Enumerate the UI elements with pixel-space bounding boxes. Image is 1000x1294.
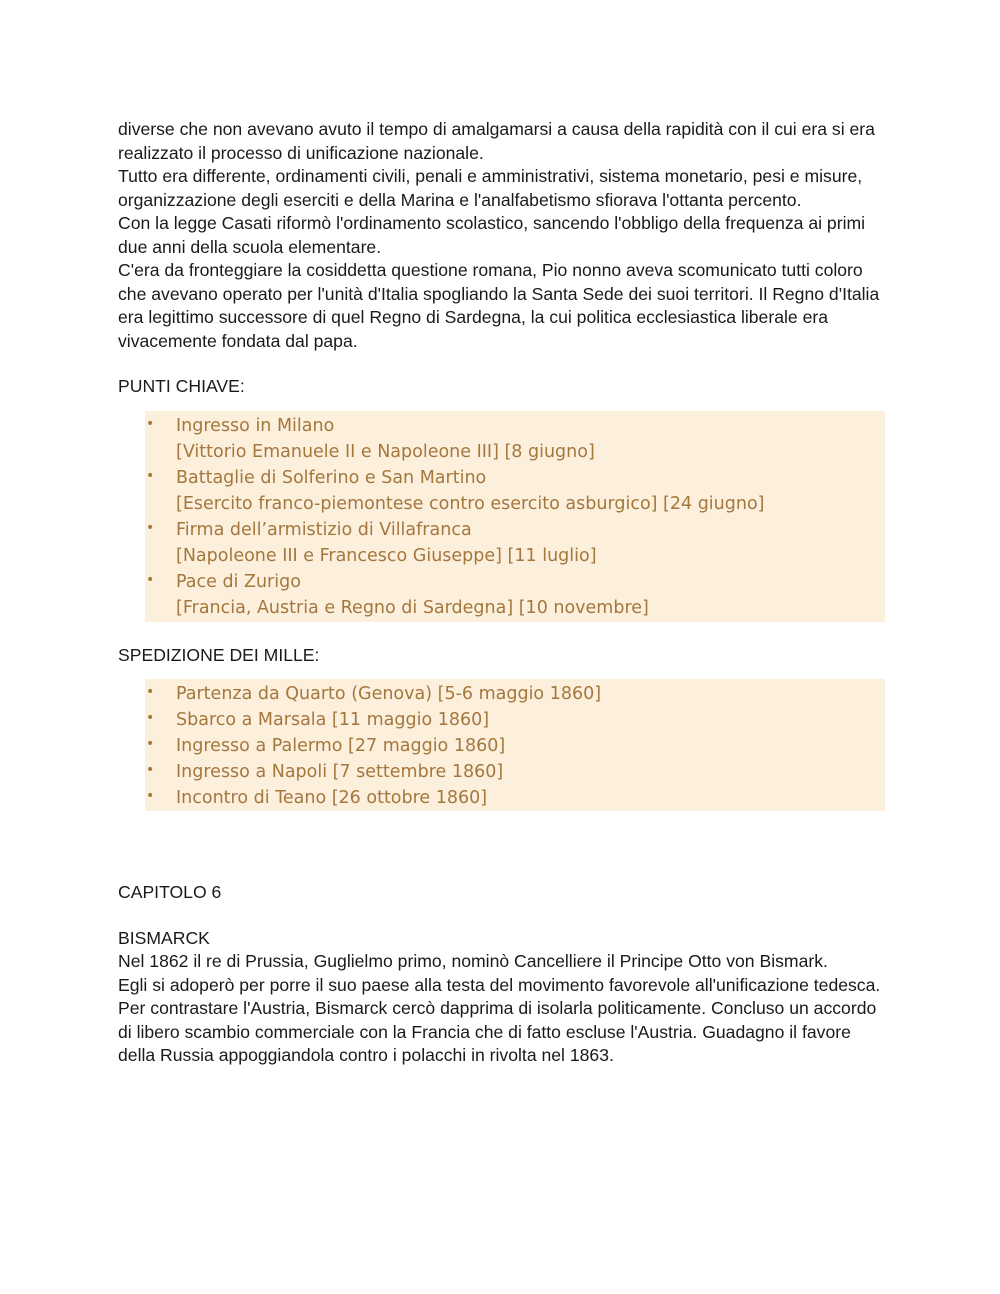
list-item <box>145 759 885 785</box>
bullet-icon: • <box>146 467 155 484</box>
chapter-paragraph-2: Egli si adoperò per porre il suo paese alla testa del movimento favorevole all'unificazione tedesca. Per contrastare l'Austria, Bismarck cercò dapprima di isolarla politicamente. Concluso un accordo di libero scambio commerciale con la Francia che di fatto escluse l'Austria. Guadagno il favore della Russia appoggiandola contro i polacchi in rivolta nel 1863. <box>118 974 881 1065</box>
bullet-icon: • <box>146 519 155 536</box>
punti-chiave-box <box>145 411 885 622</box>
list-item <box>145 517 885 569</box>
intro-paragraph-3: Con la legge Casati riformò l'ordinamento scolastico, sancendo l'obbligo della frequenza ai primi due anni della scuola elementare. <box>118 213 866 257</box>
bullet-icon: • <box>146 415 155 432</box>
list-item <box>145 785 885 811</box>
bullet-icon: • <box>146 788 155 804</box>
punti-chiave-list <box>145 413 885 621</box>
spedizione-heading: SPEDIZIONE DEI MILLE: <box>118 644 320 665</box>
bullet-icon: • <box>146 710 155 726</box>
document-page <box>118 118 888 1068</box>
spedizione-list <box>145 681 885 811</box>
punti-chiave-heading: PUNTI CHIAVE: <box>118 376 245 396</box>
list-item <box>145 681 885 707</box>
list-item <box>145 569 885 621</box>
list-item <box>145 413 885 465</box>
list-item-text: Incontro di Teano [26 ottobre 1860] <box>176 788 488 808</box>
section-title: BISMARCK <box>118 927 210 948</box>
list-item <box>145 465 885 517</box>
list-item-title: Firma dell’armistizio di Villafranca <box>176 519 472 540</box>
list-item-detail: [Napoleone III e Francesco Giuseppe] [11 luglio] <box>176 545 597 566</box>
bullet-icon: • <box>146 736 155 752</box>
bullet-icon: • <box>146 762 155 778</box>
bullet-icon: • <box>146 684 155 700</box>
chapter-paragraph-1: Nel 1862 il re di Prussia, Guglielmo primo, nominò Cancelliere il Principe Otto von Bismark. <box>118 951 828 971</box>
list-item-title: Ingresso in Milano <box>176 415 335 436</box>
chapter-title: CAPITOLO 6 <box>118 882 222 902</box>
list-item-detail: [Francia, Austria e Regno di Sardegna] [10 novembre] <box>176 597 649 618</box>
list-item-title: Battaglie di Solferino e San Martino <box>176 467 487 488</box>
intro-paragraph-1: diverse che non avevano avuto il tempo di amalgamarsi a causa della rapidità con il cui era si era realizzato il processo di unificazione nazionale. <box>118 119 875 163</box>
list-item-text: Ingresso a Napoli [7 settembre 1860] <box>176 762 504 782</box>
list-item-text: Partenza da Quarto (Genova) [5-6 maggio 1860] <box>176 684 602 704</box>
list-item-text: Sbarco a Marsala [11 maggio 1860] <box>176 710 490 730</box>
intro-paragraph-2: Tutto era differente, ordinamenti civili, penali e amministrativi, sistema monetario, pesi e misure, organizzazione degli eserciti e della Marina e l'analfabetismo sfiorava l'ottanta percento. <box>118 166 863 210</box>
list-item-title: Pace di Zurigo <box>176 571 301 592</box>
intro-paragraph-4: C'era da fronteggiare la cosiddetta questione romana, Pio nonno aveva scomunicato tutti coloro che avevano operato per l'unità d'Italia spogliando la Santa Sede dei suoi territori. Il Regno d'Italia era legittimo successore di quel Regno di Sardegna, la cui politica ecclesiastica liberale era vivacemente fondata dal papa. <box>118 260 880 351</box>
list-item-detail: [Vittorio Emanuele II e Napoleone III] [8 giugno] <box>176 441 595 462</box>
list-item-detail: [Esercito franco-piemontese contro esercito asburgico] [24 giugno] <box>176 493 765 514</box>
list-item <box>145 707 885 733</box>
list-item-text: Ingresso a Palermo [27 maggio 1860] <box>176 736 506 756</box>
spedizione-box <box>145 679 885 811</box>
list-item <box>145 733 885 759</box>
bullet-icon: • <box>146 571 155 588</box>
